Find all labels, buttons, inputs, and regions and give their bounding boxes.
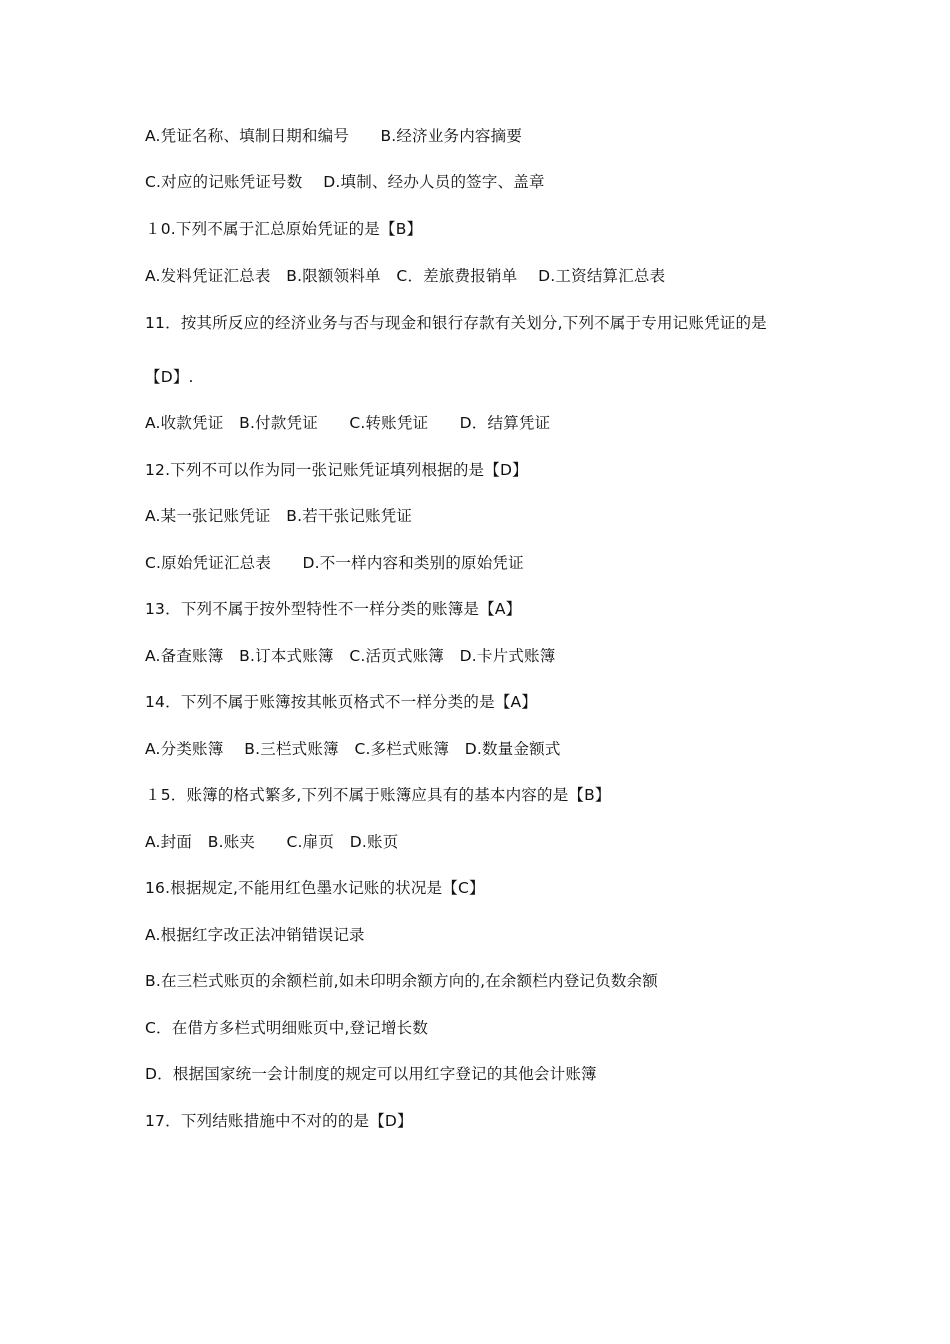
options-10: A.发料凭证汇总表 B.限额领料单 C．差旅费报销单 D.工资结算汇总表 (145, 267, 666, 285)
answer-11: 【D】. (145, 368, 194, 386)
option-line-9b: C.对应的记账凭证号数 D.填制、经办人员的签字、盖章 (145, 173, 545, 191)
question-16: 16.根据规定,不能用红色墨水记账的状况是【C】 (145, 879, 485, 897)
option-16a: A.根据红字改正法冲销错误记录 (145, 926, 365, 944)
options-13: A.备查账簿 B.订本式账簿 C.活页式账簿 D.卡片式账簿 (145, 647, 556, 665)
options-14: A.分类账簿 B.三栏式账簿 C.多栏式账簿 D.数量金额式 (145, 740, 561, 758)
question-12: 12.下列不可以作为同一张记账凭证填列根据的是【D】 (145, 461, 528, 479)
question-15: １5．账簿的格式繁多,下列不属于账簿应具有的基本内容的是【B】 (145, 786, 611, 804)
question-13: 13．下列不属于按外型特性不一样分类的账簿是【A】 (145, 600, 522, 618)
question-14: 14．下列不属于账簿按其帐页格式不一样分类的是【A】 (145, 693, 538, 711)
question-17: 17．下列结账措施中不对的的是【D】 (145, 1112, 413, 1130)
question-10: １0.下列不属于汇总原始凭证的是【B】 (145, 220, 423, 238)
options-12b: C.原始凭证汇总表 D.不一样内容和类别的原始凭证 (145, 554, 524, 572)
option-line-9a: A.凭证名称、填制日期和编号 B.经济业务内容摘要 (145, 127, 523, 145)
options-12a: A.某一张记账凭证 B.若干张记账凭证 (145, 507, 413, 525)
options-15: A.封面 B.账夹 C.扉页 D.账页 (145, 833, 399, 851)
option-16b: B.在三栏式账页的余额栏前,如未印明余额方向的,在余额栏内登记负数余额 (145, 972, 658, 990)
option-16c: C．在借方多栏式明细账页中,登记增长数 (145, 1019, 429, 1037)
options-11: A.收款凭证 B.付款凭证 C.转账凭证 D．结算凭证 (145, 414, 551, 432)
question-11: 11．按其所反应的经济业务与否与现金和银行存款有关划分,下列不属于专用记账凭证的是 (145, 314, 767, 332)
option-16d: D．根据国家统一会计制度的规定可以用红字登记的其他会计账簿 (145, 1065, 597, 1083)
